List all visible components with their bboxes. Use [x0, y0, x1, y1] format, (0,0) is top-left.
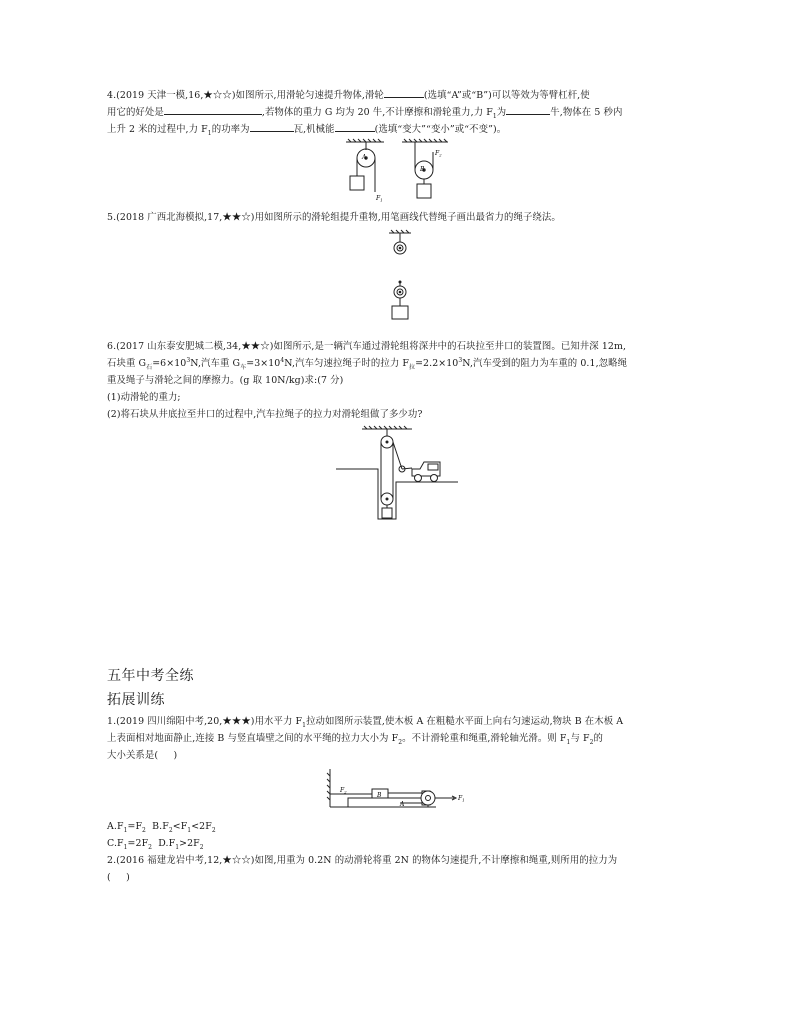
q6-line-1: 6.(2017 山东泰安肥城二模,34,★★☆)如图所示,是一辆汽车通过滑轮组将深井中的石块拉至井口的装置图。已知井深 12m,: [107, 341, 627, 352]
e1-line-1: 1.(2019 四川绵阳中考,20,★★★)用水平力 $F_1$拉动如图所示装置,使木板 A 在粗糙水平面上向右匀速运动,物块 B 在木板 A: [107, 716, 624, 729]
option-a[interactable]: $A.F_1=F_2$: [107, 821, 146, 834]
block-b-label: B: [377, 792, 382, 799]
q6-figure: [332, 424, 462, 524]
pulley-a-fixed: [350, 142, 375, 192]
q5-figure: [385, 228, 415, 332]
e2-line-1: 2.(2016 福建龙岩中考,12,★☆☆)如图,用重为 0.2N 的动滑轮将重 2N 的物体匀速提升,不计摩擦和绳重,则所用的拉力为: [107, 855, 618, 866]
option-d[interactable]: $D.F_1>2F_2$: [152, 838, 204, 851]
car: [412, 462, 440, 482]
option-c[interactable]: $C.F_1=2F_2$: [107, 838, 153, 851]
q4-line-3: 上升 2 米的过程中,力 $F_1$的功率为 瓦,机械能 (选填“变大”“变小”或“不变”)。: [107, 120, 693, 138]
pulley-a-label: A: [362, 154, 367, 161]
f2-label: $F_2$: [340, 787, 347, 795]
stone-block: [382, 508, 392, 518]
section-title: 五年中考全练: [107, 668, 194, 684]
q4-figure: [340, 138, 460, 206]
q4-blank-1[interactable]: [384, 86, 424, 98]
q4-blank-4[interactable]: [250, 120, 294, 132]
q4-line-2: 用它的好处是 ,若物体的重力 G 均为 20 牛,不计摩擦和滑轮重力,力 $F_1$为 牛,物体在 5 秒内: [107, 103, 693, 121]
weight-block: [392, 306, 408, 319]
q6-line-3: 重及绳子与滑轮之间的摩擦力。(g 取 10N/kg)求:(7 分): [107, 375, 344, 386]
f1-label: $F_1$: [376, 195, 383, 203]
subsection-title: 拓展训练: [107, 692, 165, 708]
f2-label: $F_2$: [435, 150, 442, 158]
q4-blank-5[interactable]: [335, 120, 375, 132]
pulley: [421, 791, 435, 805]
e1-options-cd: [107, 835, 693, 852]
e1-options-ab: [107, 818, 693, 835]
e1-figure: [326, 767, 474, 812]
q6-line-2: 石块重 $G_石=6\times 10^3N$,汽车重 $G_车=3\times 10^4N$,汽车匀速拉绳子时的拉力 $F_拉=2.2\times 10^3N$,汽车受到的阻力为车重的 0.1,忽略绳: [107, 356, 628, 371]
e2-line-2: ( ): [107, 872, 130, 883]
board-a-label: A: [400, 801, 405, 808]
pulley-b-label: B: [420, 166, 425, 173]
q4-blank-3[interactable]: [506, 103, 550, 115]
q4-blank-2[interactable]: [164, 103, 262, 115]
option-b[interactable]: $B.F_2<F_1<2F_2$: [145, 821, 216, 834]
e1-line-3: 大小关系是( ): [107, 750, 178, 761]
e1-line-2: 上表面相对地面静止,连接 B 与竖直墙壁之间的水平绳的拉力大小为 $F_2$。不计滑轮重和绳重,滑轮轴光滑。则 $F_1$与 $F_2$的: [107, 733, 604, 746]
q6-part-2: (2)将石块从井底拉至井口的过程中,汽车拉绳子的拉力对滑轮组做了多少功?: [107, 409, 423, 420]
q4-line-1: 4.(2019 天津一模,16,★☆☆)如图所示,用滑轮匀速提升物体,滑轮 (选填“A”或“B”)可以等效为等臂杠杆,使: [107, 86, 693, 104]
q5-text: 5.(2018 广西北海模拟,17,★★☆)用如图所示的滑轮组提升重物,用笔画线代替绳子画出最省力的绳子绕法。: [107, 212, 561, 223]
ceiling-right: [402, 139, 448, 142]
f1-label: $F_1$: [458, 795, 465, 803]
q6-part-1: (1)动滑轮的重力;: [107, 392, 181, 403]
ceiling-left: [346, 139, 384, 142]
